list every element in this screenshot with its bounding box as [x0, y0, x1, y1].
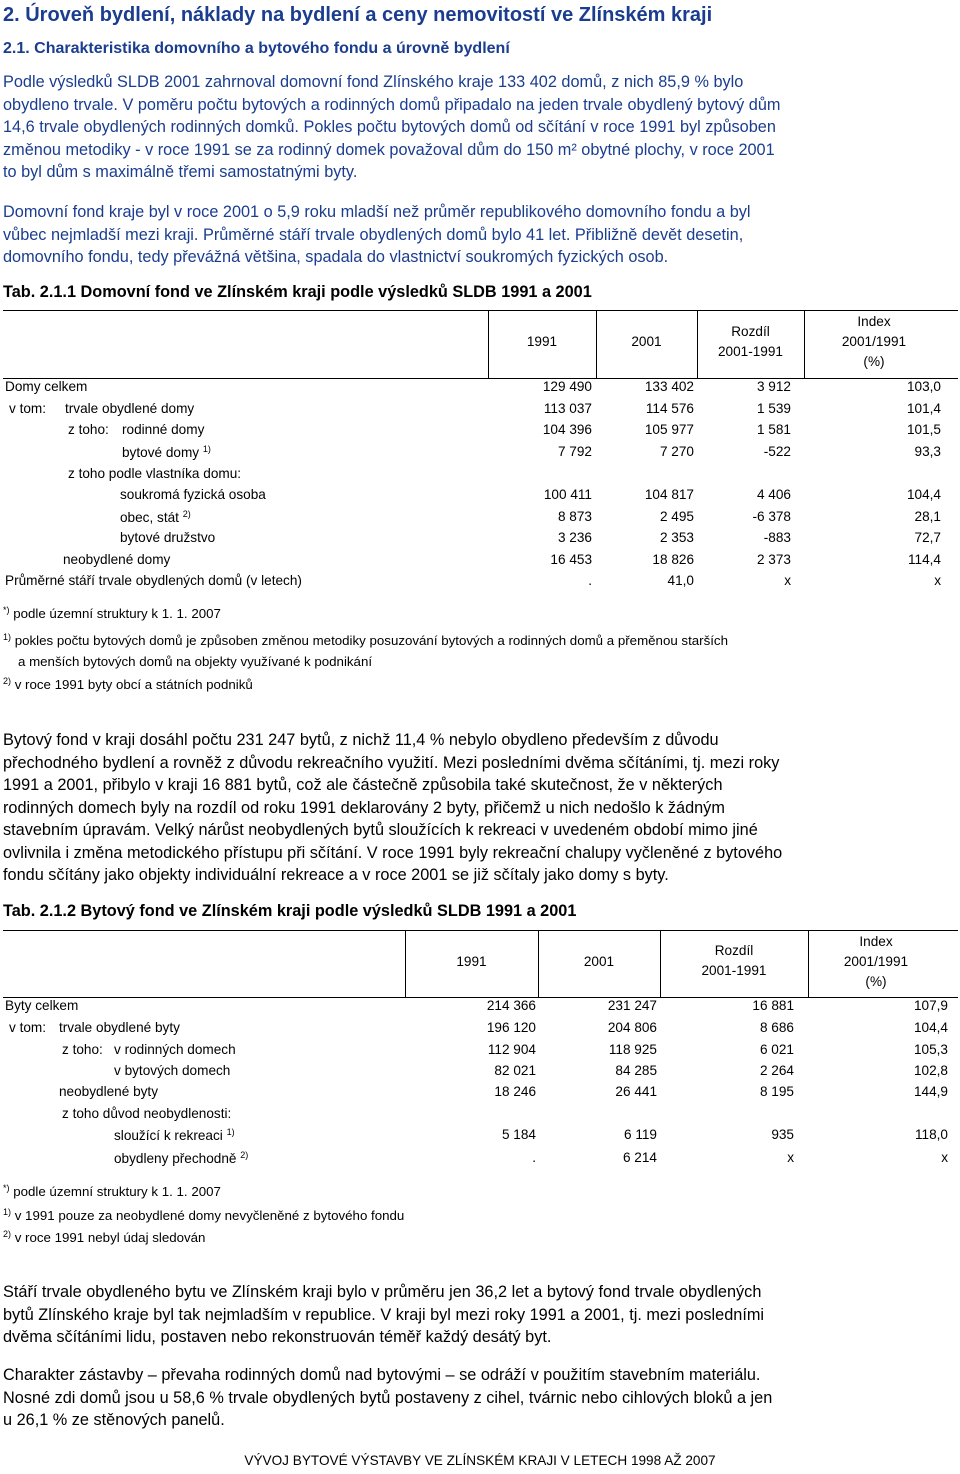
- footnote: [3, 1183, 221, 1199]
- value-2001: 133 402: [644, 379, 694, 394]
- value-diff: 1 581: [756, 422, 791, 437]
- value-2001: 105 977: [644, 422, 694, 437]
- value-2001: 118 925: [608, 1042, 657, 1057]
- value-2001: 204 806: [607, 1020, 657, 1035]
- value-diff: 4 406: [756, 487, 791, 502]
- footnote-mark: *): [3, 605, 10, 615]
- row-label: obydleny přechodně $^{2)}$: [114, 1150, 249, 1166]
- value-2001: 231 247: [607, 998, 657, 1013]
- footnote-text: a menších bytových domů na objekty využívané k podnikání: [18, 654, 373, 669]
- value-index: 101,4: [906, 401, 941, 416]
- value-1991: .: [588, 573, 592, 588]
- value-1991: 104 396: [542, 422, 592, 437]
- value-2001: 26 441: [615, 1084, 657, 1099]
- header-line: (%): [865, 974, 887, 989]
- footnote-mark: *): [3, 1183, 10, 1193]
- table-row: [0, 422, 960, 442]
- header-line: 2001-1991: [701, 963, 767, 978]
- value-1991: 7 792: [557, 444, 592, 459]
- header-line: Index: [859, 934, 893, 949]
- table-row: [0, 379, 960, 399]
- value-1991: .: [532, 1150, 536, 1165]
- footnote-text: v roce 1991 nebyl údaj sledován: [14, 1230, 206, 1245]
- value-diff: 16 881: [752, 998, 794, 1013]
- row-prefix: v tom:: [9, 1020, 47, 1035]
- text-line: Domovní fond kraje byl v roce 2001 o 5,9 roku mladší než průměr republikového domovního fondu a byl: [3, 203, 751, 221]
- value-diff: x: [784, 573, 791, 588]
- value-diff: -522: [763, 444, 791, 459]
- value-index: 101,5: [906, 422, 941, 437]
- value-1991: 112 904: [487, 1042, 536, 1057]
- value-index: 107,9: [913, 998, 948, 1013]
- row-label: soukromá fyzická osoba: [120, 487, 266, 502]
- table-row: [0, 998, 960, 1018]
- row-label: v rodinných domech: [114, 1042, 236, 1057]
- paragraph-housing-age: [3, 201, 958, 269]
- footnote-text: podle územní struktury k 1. 1. 2007: [13, 1184, 221, 1199]
- value-1991: 3 236: [557, 530, 592, 545]
- value-2001: 7 270: [659, 444, 694, 459]
- row-prefix: v tom:: [9, 401, 47, 416]
- paragraph-building-material: [3, 1364, 958, 1432]
- row-label: Průměrné stáří trvale obydlených domů (v letech): [5, 573, 302, 588]
- value-diff: -883: [763, 530, 791, 545]
- text-line: stavebním úpravám. Velký nárůst neobydlených bytů sloužících k rekreaci v uvedeném období mimo jiné: [3, 821, 758, 839]
- value-index: 118,0: [914, 1127, 948, 1142]
- footnote-mark: 1): [226, 1127, 235, 1137]
- value-index: 93,3: [914, 444, 941, 459]
- footnote-text: v roce 1991 byty obcí a státních podniků: [14, 677, 253, 692]
- table-2-col-diff: [660, 941, 808, 981]
- footnote: [3, 1229, 205, 1245]
- table-1-col-1991: 1991: [526, 334, 558, 349]
- value-index: 144,9: [913, 1084, 948, 1099]
- row-label: v bytových domech: [114, 1063, 231, 1078]
- text-line: změnou metodiky - v roce 1991 se za rodinný domek považoval dům do 150 m² obytné plochy, v roce 2001: [3, 140, 775, 159]
- value-diff: 935: [771, 1127, 794, 1142]
- value-1991: 113 037: [543, 401, 592, 416]
- value-1991: 214 366: [486, 998, 536, 1013]
- table-2-top-rule: [3, 930, 958, 931]
- value-index: 105,3: [913, 1042, 948, 1057]
- text-line: 14,6 trvale obydlených rodinných domků. Pokles počtu bytových domů od sčítání v roce 1991 byl způsoben: [3, 118, 776, 136]
- table-row: [0, 1042, 960, 1062]
- row-label: Domy celkem: [5, 379, 88, 394]
- table-row: [0, 1020, 960, 1040]
- row-label: trvale obydlené byty: [59, 1020, 180, 1035]
- footnote: [3, 676, 253, 692]
- value-2001: 104 817: [644, 487, 694, 502]
- text-line: Bytový fond v kraji dosáhl počtu 231 247 bytů, z nichž 11,4 % nebylo obydleno především z důvodu: [3, 731, 719, 749]
- text-line: vůbec nejmladší mezi kraji. Průměrné stáří trvale obydlených domů bylo 41 let. Přibližně devět desetin,: [3, 225, 744, 244]
- value-diff: 2 264: [759, 1063, 794, 1078]
- value-index: 104,4: [913, 1020, 948, 1035]
- table-row: [0, 1106, 960, 1126]
- value-1991: 196 120: [486, 1020, 536, 1035]
- value-diff: -6 378: [752, 509, 791, 524]
- table-2-col-1991: 1991: [456, 954, 487, 969]
- row-label: neobydlené domy: [63, 552, 171, 567]
- footnote-text: pokles počtu bytových domů je způsoben změnou metodiky posuzování bytových a rodinných domů a přeměnou starších: [14, 633, 728, 648]
- value-diff: 1 539: [756, 401, 791, 416]
- value-diff: x: [787, 1150, 794, 1165]
- footnote-text: v 1991 pouze za neobydlené domy nevyčleněné z bytového fondu: [14, 1208, 405, 1223]
- text-line: u 26,1 % ze stěnových panelů.: [3, 1411, 225, 1429]
- value-2001: 114 576: [645, 401, 694, 416]
- table-1-col-diff: [697, 322, 804, 362]
- value-2001: 84 285: [615, 1063, 657, 1078]
- value-index: 102,8: [913, 1063, 948, 1078]
- footnote-mark: 1): [3, 1207, 12, 1217]
- table-row: [0, 573, 960, 593]
- value-diff: 8 195: [759, 1084, 794, 1099]
- value-1991: 82 021: [494, 1063, 536, 1078]
- value-2001: 6 119: [623, 1127, 657, 1142]
- footnote: [18, 654, 372, 669]
- header-line: Rozdíl: [731, 324, 770, 339]
- text-line: Nosné zdi domů jsou u 58,6 % trvale obydlených bytů postaveny z cihel, tvárnic nebo cihlových bloků a jen: [3, 1388, 773, 1407]
- value-1991: 100 411: [543, 487, 592, 502]
- text-line: přechodného bydlení a rovněž z důvodu rekreačního využití. Mezi posledními dvěma sčítáními, tj. mezi roky: [3, 753, 780, 772]
- text-line: fondu sčítány jako objekty individuální rekreace a v roce 2001 se již sčítaly jako domy s byty.: [3, 866, 669, 884]
- text-line: rodinných domech byly na rozdíl od roku 1991 deklarovány 2 byty, přičemž u nich nedošlo k žádným: [3, 798, 725, 817]
- row-label: obec, stát $^{2)}$: [120, 509, 191, 525]
- value-2001: 18 826: [652, 552, 694, 567]
- row-label: bytové družstvo: [120, 530, 216, 545]
- footnote-mark: 2): [3, 676, 12, 686]
- table-1-col-2001: 2001: [631, 334, 662, 349]
- table-row: [0, 466, 960, 486]
- paragraph-dwelling-stock: [3, 729, 958, 887]
- table-row: [0, 552, 960, 572]
- value-index: 28,1: [914, 509, 941, 524]
- table-1-title: Tab. 2.1.1 Domovní fond ve Zlínském kraji podle výsledků SLDB 1991 a 2001: [3, 283, 592, 301]
- footnote: [3, 605, 221, 621]
- header-line: Index: [857, 314, 891, 329]
- row-label: neobydlené byty: [59, 1084, 159, 1099]
- table-row: [0, 509, 960, 529]
- footnote-text: podle územní struktury k 1. 1. 2007: [13, 606, 221, 621]
- text-line: ovlivnila i změna metodického přístupu při sčítání. V roce 1991 byly rekreační chalupy vyčleněné z bytového: [3, 843, 783, 862]
- paragraph-housing-stock: [3, 71, 958, 184]
- value-index: 103,0: [906, 379, 941, 394]
- paragraph-dwelling-age: [3, 1281, 958, 1349]
- table-2-col-index: [808, 932, 944, 992]
- footnote: [3, 632, 728, 648]
- header-line: 2001-1991: [717, 344, 783, 359]
- table-2-title: Tab. 2.1.2 Bytový fond ve Zlínském kraji podle výsledků SLDB 1991 a 2001: [3, 902, 577, 920]
- text-line: bytů Zlínského kraje byl tak nejmladším v republice. V kraji byl mezi roky 1991 a 2001, tj. mezi posledními: [3, 1305, 765, 1324]
- table-row: [0, 1063, 960, 1083]
- row-label: z toho důvod neobydlenosti:: [62, 1106, 232, 1121]
- footnote-mark: 1): [3, 632, 12, 642]
- header-line: 2001/1991: [843, 954, 909, 969]
- table-row: [0, 1127, 960, 1147]
- text-line: 1991 a 2001, přibylo v kraji 16 881 bytů, což ale částečně způsobila také skutečnost, že v některých: [3, 776, 723, 794]
- value-2001: 2 495: [659, 509, 694, 524]
- value-diff: 3 912: [756, 379, 791, 394]
- row-label: z toho podle vlastníka domu:: [68, 466, 242, 481]
- header-line: (%): [863, 354, 885, 369]
- row-label: Byty celkem: [5, 998, 79, 1013]
- value-diff: 8 686: [759, 1020, 794, 1035]
- table-row: [0, 401, 960, 421]
- value-1991: 16 453: [550, 552, 592, 567]
- table-row: [0, 487, 960, 507]
- header-line: 2001/1991: [841, 334, 907, 349]
- table-2-col-2001: 2001: [583, 954, 615, 969]
- value-index: 114,4: [907, 552, 941, 567]
- text-line: domovního fondu, tedy převážná většina, spadala do vlastnictví soukromých fyzických osob.: [3, 248, 669, 266]
- table-row: [0, 1150, 960, 1170]
- text-line: Stáří trvale obydleného bytu ve Zlínském kraji bylo v průměru jen 36,2 let a bytový fond trvale obydlených: [3, 1283, 762, 1301]
- value-index: x: [934, 573, 941, 588]
- row-label: bytové domy $^{1)}$: [122, 444, 211, 460]
- row-prefix: z toho:: [62, 1042, 103, 1057]
- row-prefix: z toho:: [68, 422, 109, 437]
- value-1991: 8 873: [557, 509, 592, 524]
- value-index: 72,7: [914, 530, 941, 545]
- row-label: rodinné domy: [122, 422, 205, 437]
- text-line: Podle výsledků SLDB 2001 zahrnoval domovní fond Zlínského kraje 133 402 domů, z nich 85,9 % bylo: [3, 73, 744, 91]
- footnote: [3, 1207, 404, 1223]
- value-index: 104,4: [906, 487, 941, 502]
- section-heading: 2. Úroveň bydlení, náklady na bydlení a ceny nemovitostí ve Zlínském kraji: [3, 4, 713, 26]
- value-1991: 18 246: [494, 1084, 536, 1099]
- header-line: Rozdíl: [714, 943, 754, 958]
- value-1991: 5 184: [501, 1127, 536, 1142]
- value-2001: 2 353: [659, 530, 694, 545]
- row-label: trvale obydlené domy: [65, 401, 195, 416]
- footnote-mark: 2): [182, 509, 191, 519]
- text-line: Charakter zástavby – převaha rodinných domů nad bytovými – se odráží v použitím stavebním materiálu.: [3, 1366, 761, 1384]
- page-footer: VÝVOJ BYTOVÉ VÝSTAVBY VE ZLÍNSKÉM KRAJI V LETECH 1998 AŽ 2007: [244, 1453, 716, 1468]
- value-diff: 2 373: [756, 552, 791, 567]
- row-label: sloužící k rekreaci $^{1)}$: [114, 1127, 235, 1143]
- value-2001: 41,0: [667, 573, 694, 588]
- value-diff: 6 021: [759, 1042, 794, 1057]
- table-1-top-rule: [3, 310, 958, 311]
- value-2001: 6 214: [622, 1150, 657, 1165]
- text-line: dvěma sčítáními lidu, postaven nebo rekonstruován téměř každý desátý byt.: [3, 1328, 552, 1346]
- text-line: to byl dům s maximálně třemi samostatnými byty.: [3, 163, 358, 181]
- table-row: [0, 530, 960, 550]
- text-line: obydleno trvale. V poměru počtu bytových a rodinných domů připadalo na jeden trvale obydlený bytový dům: [3, 95, 781, 114]
- subsection-heading: 2.1. Charakteristika domovního a bytového fondu a úrovně bydlení: [3, 40, 510, 57]
- footnote-mark: 1): [202, 444, 211, 454]
- table-row: [0, 1084, 960, 1104]
- table-row: [0, 444, 960, 464]
- value-index: x: [941, 1150, 948, 1165]
- value-1991: 129 490: [542, 379, 592, 394]
- table-1-col-index: [804, 312, 944, 372]
- footnote-mark: 2): [3, 1229, 12, 1239]
- footnote-mark: 2): [240, 1150, 249, 1160]
